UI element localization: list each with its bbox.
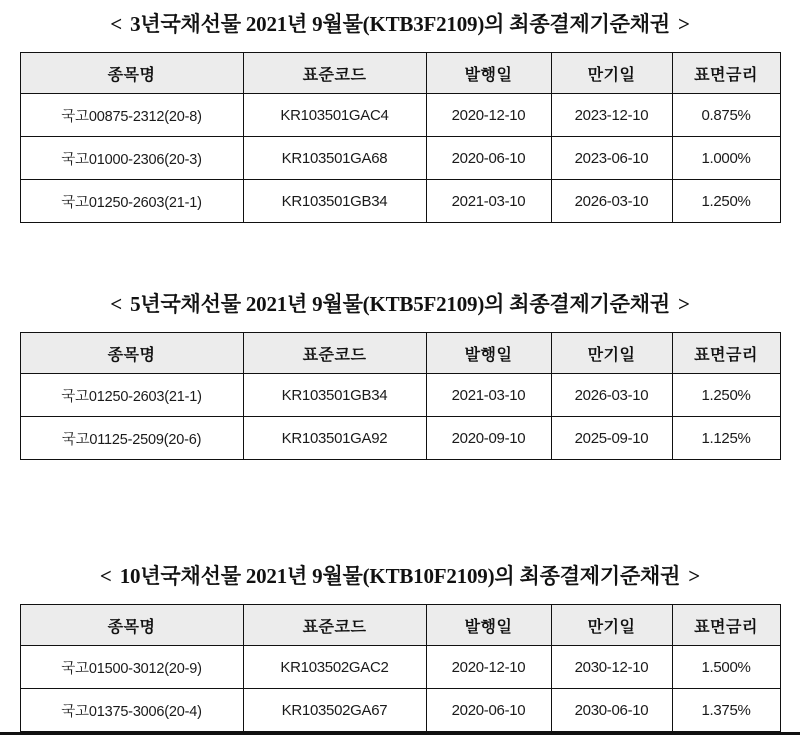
table-header (20, 605, 780, 646)
section-heading (0, 8, 800, 38)
bond-table-3yr (20, 52, 781, 223)
column-header-coupon-rate: 표면금리 (672, 53, 780, 94)
table-header (20, 53, 780, 94)
cell-coupon-rate: 1.000% (672, 137, 780, 180)
futures-section-10yr (0, 560, 800, 732)
bracket-close-icon: > (688, 564, 701, 588)
cell-name: 국고01125-2509(20-6) (20, 417, 243, 460)
cell-code: KR103502GA67 (243, 689, 426, 732)
column-header-code: 표준코드 (243, 605, 426, 646)
column-header-maturity-date: 만기일 (551, 333, 672, 374)
table-body (20, 94, 780, 223)
cell-code: KR103501GB34 (243, 374, 426, 417)
table-body (20, 646, 780, 732)
column-header-coupon-rate: 표면금리 (672, 333, 780, 374)
bracket-close-icon: > (678, 292, 690, 316)
table-wrapper (0, 52, 800, 223)
column-header-maturity-date: 만기일 (551, 605, 672, 646)
cell-issue-date: 2020-06-10 (426, 137, 551, 180)
table-row (20, 137, 780, 180)
cell-name: 국고01000-2306(20-3) (20, 137, 243, 180)
cell-issue-date: 2021-03-10 (426, 180, 551, 223)
section-title-text: 3년국채선물 2021년 9월물(KTB3F2109)의 최종결제기준채권 (130, 12, 670, 36)
cell-maturity-date: 2030-12-10 (551, 646, 672, 689)
cell-maturity-date: 2026-03-10 (551, 180, 672, 223)
cell-maturity-date: 2023-06-10 (551, 137, 672, 180)
cell-coupon-rate: 1.125% (672, 417, 780, 460)
table-header-row (20, 333, 780, 374)
cell-coupon-rate: 1.250% (672, 180, 780, 223)
column-header-name: 종목명 (20, 605, 243, 646)
column-header-issue-date: 발행일 (426, 53, 551, 94)
cell-code: KR103501GA92 (243, 417, 426, 460)
column-header-code: 표준코드 (243, 333, 426, 374)
cell-issue-date: 2020-12-10 (426, 94, 551, 137)
table-body (20, 374, 780, 460)
cell-name: 국고01500-3012(20-9) (20, 646, 243, 689)
cell-maturity-date: 2026-03-10 (551, 374, 672, 417)
section-heading (0, 560, 800, 590)
table-row (20, 94, 780, 137)
column-header-issue-date: 발행일 (426, 605, 551, 646)
column-header-issue-date: 발행일 (426, 333, 551, 374)
cell-name: 국고01375-3006(20-4) (20, 689, 243, 732)
section-title-row (0, 8, 800, 38)
column-header-name: 종목명 (20, 53, 243, 94)
section-title-row (0, 560, 800, 590)
section-title-row (0, 288, 800, 318)
column-header-maturity-date: 만기일 (551, 53, 672, 94)
table-header (20, 333, 780, 374)
cell-coupon-rate: 0.875% (672, 94, 780, 137)
bracket-close-icon: > (678, 12, 690, 36)
column-header-name: 종목명 (20, 333, 243, 374)
cell-issue-date: 2020-09-10 (426, 417, 551, 460)
table-row (20, 417, 780, 460)
cell-name: 국고01250-2603(21-1) (20, 374, 243, 417)
bond-table-10yr (20, 604, 781, 732)
column-header-coupon-rate: 표면금리 (672, 605, 780, 646)
cell-maturity-date: 2030-06-10 (551, 689, 672, 732)
cell-code: KR103501GA68 (243, 137, 426, 180)
bond-table-5yr (20, 332, 781, 460)
table-header-row (20, 605, 780, 646)
cell-name: 국고00875-2312(20-8) (20, 94, 243, 137)
cell-code: KR103501GB34 (243, 180, 426, 223)
cell-coupon-rate: 1.375% (672, 689, 780, 732)
cell-name: 국고01250-2603(21-1) (20, 180, 243, 223)
cell-issue-date: 2021-03-10 (426, 374, 551, 417)
section-title-text: 10년국채선물 2021년 9월물(KTB10F2109)의 최종결제기준채권 (119, 564, 681, 588)
table-row (20, 374, 780, 417)
cell-coupon-rate: 1.500% (672, 646, 780, 689)
cell-code: KR103502GAC2 (243, 646, 426, 689)
cell-issue-date: 2020-06-10 (426, 689, 551, 732)
section-heading (0, 288, 800, 318)
table-wrapper (0, 332, 800, 460)
cell-maturity-date: 2025-09-10 (551, 417, 672, 460)
section-title-text: 5년국채선물 2021년 9월물(KTB5F2109)의 최종결제기준채권 (130, 292, 670, 316)
bracket-open-icon: < (99, 564, 112, 588)
cell-coupon-rate: 1.250% (672, 374, 780, 417)
cell-issue-date: 2020-12-10 (426, 646, 551, 689)
cell-code: KR103501GAC4 (243, 94, 426, 137)
bracket-open-icon: < (110, 12, 122, 36)
bracket-open-icon: < (110, 292, 122, 316)
table-row (20, 180, 780, 223)
column-header-code: 표준코드 (243, 53, 426, 94)
table-wrapper (0, 604, 800, 732)
cell-maturity-date: 2023-12-10 (551, 94, 672, 137)
table-row (20, 646, 780, 689)
table-header-row (20, 53, 780, 94)
table-row (20, 689, 780, 732)
futures-section-5yr (0, 288, 800, 460)
futures-section-3yr (0, 8, 800, 223)
